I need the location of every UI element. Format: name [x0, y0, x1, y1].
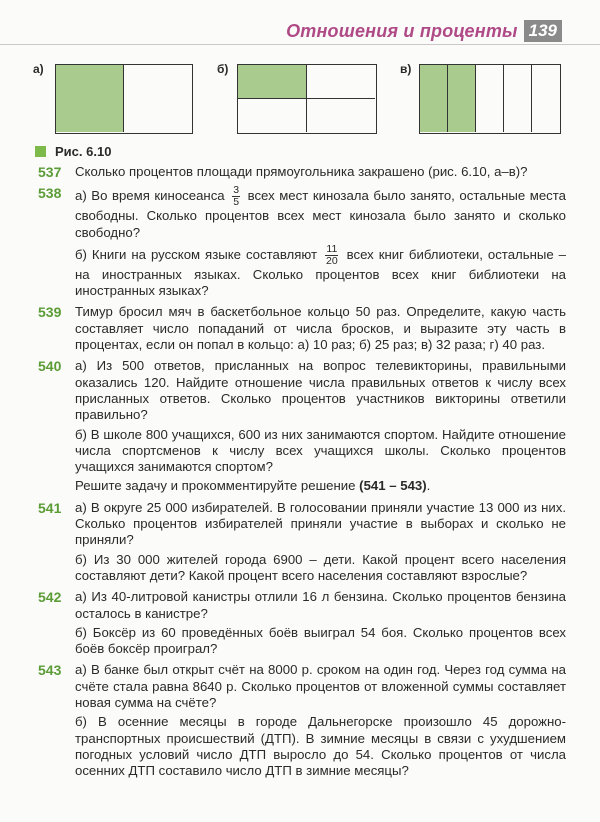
figure-a-rectangle [55, 64, 193, 134]
problem-part-a: а) Во время киносеанса $\frac{3}{5}$ всех мест кинозала было занято, остальные места свободны. Сколько процентов всех мест кинозала было занято и сколько свободно? [75, 184, 566, 240]
figure-caption: Рис. 6.10 [35, 144, 111, 159]
problem-part-a: а) Из 40-литровой канистры отлили 16 л бензина. Сколько процентов бензина осталось в канистре? [75, 589, 566, 621]
problem-part-b: б) Боксёр из 60 проведённых боёв выиграл 54 боя. Сколько процентов всех боёв боксёр проиграл? [75, 624, 566, 657]
figure-c-shaded-part-2 [448, 65, 476, 132]
problem-537 [38, 164, 566, 180]
figure-b-shaded-part [238, 65, 307, 99]
problems-list [38, 164, 566, 785]
figure-b-label: б) [217, 62, 229, 76]
problem-text: Тимур бросил мяч в баскетбольное кольцо 50 раз. Определите, какую часть составляет число попаданий от числа бросков, и выразите эту часть в процентах, если он попал в кольцо: а) 10 раз; б) 25 раз; в) 32 раза; г) 40 раз. [75, 304, 566, 353]
problem-number: 539 [38, 304, 62, 321]
instruction-note: Решите задачу и прокомментируйте решение (541 – 543). [75, 478, 431, 494]
figure-c-shaded-part-1 [420, 65, 448, 132]
problem-number: 541 [38, 499, 62, 516]
problem-539 [38, 304, 566, 353]
problem-number: 537 [38, 164, 62, 180]
page-header [286, 20, 562, 42]
figure-a-label: а) [33, 62, 44, 76]
problem-number: 543 [38, 662, 62, 679]
caption-marker-icon [35, 146, 46, 157]
problem-number: 540 [38, 358, 62, 375]
problem-540 [38, 358, 566, 494]
problem-542 [38, 589, 566, 657]
header-divider [0, 44, 600, 45]
figure-6-10 [0, 62, 600, 132]
problem-538 [38, 185, 566, 299]
problem-part-b: б) Из 30 000 жителей города 6900 – дети. Какой процент всего населения составляют дети? Какой процент всего населения составляют взрослые? [75, 551, 566, 583]
problem-part-a: а) Из 500 ответов, присланных на вопрос телевикторины, правильными оказались 120. Найдите отношение числа правильных ответов к числу всех присланных ответов. Сколько процентов участников викторины ответили правильно? [75, 358, 566, 423]
problem-part-a: а) В округе 25 000 избирателей. В голосовании приняли участие 13 000 из них. Сколько процентов избирателей приняли участие в выборах и сколько не приняли? [75, 499, 566, 548]
page-number: 139 [524, 20, 562, 42]
problem-part-b: б) Книги на русском языке составляют $\frac{11}{20}$ всех книг библиотеки, остальные – на иностранных языках. Сколько процентов всех книг библиотеки на иностранных языках? [75, 242, 566, 299]
note-reference: (541 – 543) [359, 478, 427, 494]
chapter-title: Отношения и проценты [286, 20, 518, 41]
problem-543 [38, 662, 566, 779]
problem-part-b: б) В осенние месяцы в городе Дальнегорске произошло 45 дорожно-транспортных происшествий (ДТП). В зимние месяцы в связи с ухудшением погодных условий число ДТП выросло до 54. Сколько процентов от числа осенних ДТП составило число ДТП в зимние месяцы? [75, 714, 566, 779]
problem-part-b: б) В школе 800 учащихся, 600 из них занимаются спортом. Найдите отношение числа спортсменов к числу всех учащихся школы. Сколько процентов учащихся занимаются спортом? [75, 426, 566, 475]
figure-c-rectangle [419, 64, 561, 134]
problem-text: Сколько процентов площади прямоугольника закрашено (рис. 6.10, а–в)? [75, 164, 528, 179]
fraction: $\frac{11}{20}$ [326, 242, 338, 267]
figure-b-rectangle [237, 64, 377, 134]
problem-number: 538 [38, 185, 62, 202]
problem-number: 542 [38, 589, 62, 606]
figure-a-shaded-part [56, 65, 124, 132]
problem-541 [38, 500, 566, 584]
problem-part-a: а) В банке был открыт счёт на 8000 р. сроком на один год. Через год сумма на счёте стала равна 8640 р. Сколько процентов от вложенной суммы составляет новая сумма на счёте? [75, 662, 566, 711]
figure-c-label: в) [400, 62, 412, 76]
fraction: $\frac{3}{5}$ [233, 184, 240, 209]
